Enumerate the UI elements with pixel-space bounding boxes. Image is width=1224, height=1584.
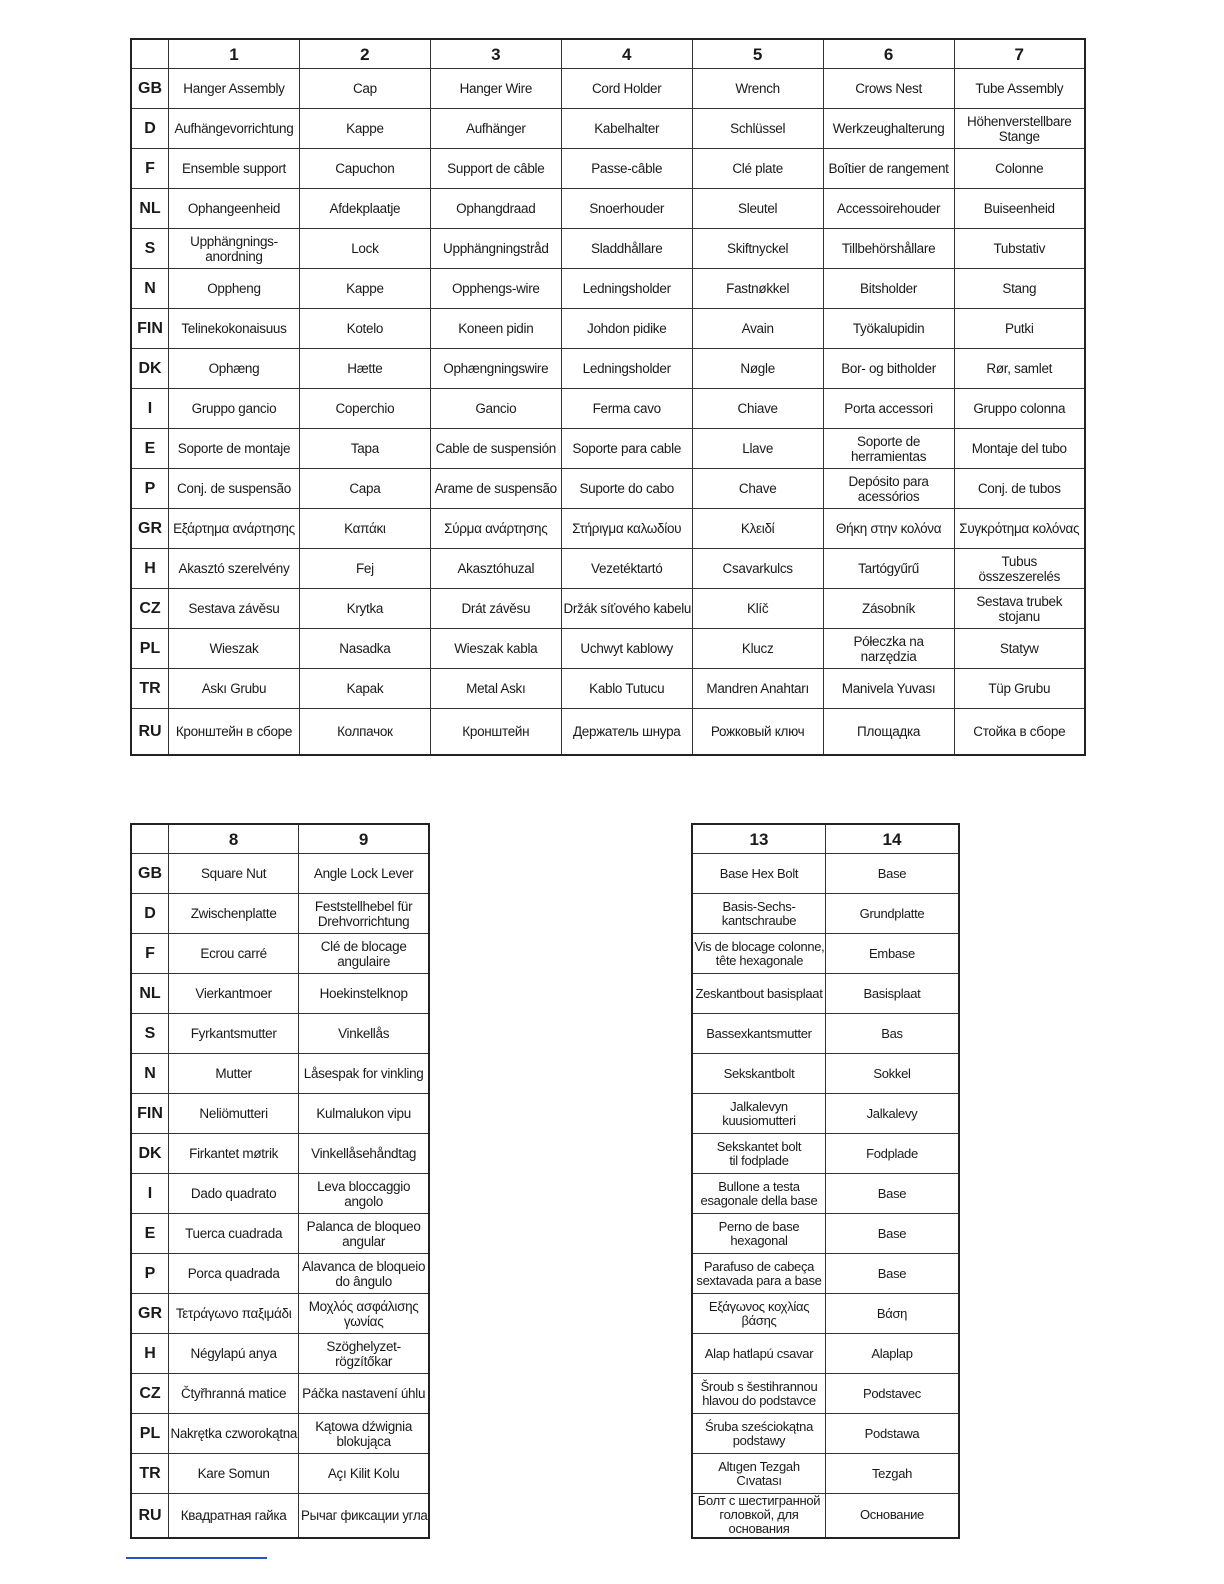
table-cell: Sleutel [692,189,823,229]
table-cell: Cable de suspensión [430,429,561,469]
table-cell: Mutter [169,1054,299,1094]
column-header: 1 [169,39,300,69]
table-cell: Półeczka na narzędzia [823,629,954,669]
language-code: F [131,934,169,974]
table-row [131,1294,429,1334]
table-cell: Wieszak kabla [430,629,561,669]
table-cell: Soporte de herramientas [823,429,954,469]
table-cell: Sladdhållare [561,229,692,269]
table-cell: Alavanca de bloqueio do ângulo [299,1254,429,1294]
table-cell: Gancio [430,389,561,429]
table-cell: Klucz [692,629,823,669]
table-cell: Ensemble support [169,149,300,189]
table-body [131,854,429,1538]
table-cell: Rør, samlet [954,349,1085,389]
table-cell: Metal Askı [430,669,561,709]
table-body [692,854,959,1538]
table-cell: Μοχλός ασφάλισης γωνίας [299,1294,429,1334]
language-code: CZ [131,589,169,629]
table-cell: Рычаг фиксации угла [299,1494,429,1538]
table-cell: Vierkantmoer [169,974,299,1014]
table-cell: Sekskantet bolt til fodplade [692,1134,826,1174]
table-cell: Τετράγωνο παξιμάδι [169,1294,299,1334]
table-body [131,69,1085,755]
table-cell: Grundplatte [826,894,960,934]
table-row [131,589,1085,629]
table-cell: Εξάγωνος κοχλίας βάσης [692,1294,826,1334]
table-cell: Négylapú anya [169,1334,299,1374]
table-cell: Kapak [299,669,430,709]
table-cell: Gruppo colonna [954,389,1085,429]
table-cell: Jalkalevyn kuusiomutteri [692,1094,826,1134]
table-cell: Avain [692,309,823,349]
table-cell: Ferma cavo [561,389,692,429]
table-cell: Šroub s šestihrannou hlavou do podstavce [692,1374,826,1414]
table-cell: Krytka [299,589,430,629]
language-code: TR [131,1454,169,1494]
table-cell: Стойка в сборе [954,709,1085,755]
table-cell: Bassexkantsmutter [692,1014,826,1054]
table-cell: Angle Lock Lever [299,854,429,894]
table-cell: Στήριγμα καλωδίου [561,509,692,549]
table-row [131,1374,429,1414]
column-header: 13 [692,824,826,854]
column-header: 4 [561,39,692,69]
table-cell: Кронштейн в сборе [169,709,300,755]
table-cell: Kappe [299,269,430,309]
table-cell: Držák síťového kabelu [561,589,692,629]
table-cell: Alaplap [826,1334,960,1374]
table-cell: Основание [826,1494,960,1538]
table-cell: Boîtier de rangement [823,149,954,189]
table-row [131,1134,429,1174]
table-cell: Alap hatlapú csavar [692,1334,826,1374]
language-code: DK [131,349,169,389]
table-cell: Låsespak for vinkling [299,1054,429,1094]
language-code: FIN [131,1094,169,1134]
table-cell: Ophæng [169,349,300,389]
column-header: 14 [826,824,960,854]
table-row [692,854,959,894]
column-header: 5 [692,39,823,69]
table-cell: Ophængningswire [430,349,561,389]
table-cell: Vinkellåsehåndtag [299,1134,429,1174]
table-cell: Sestava trubek stojanu [954,589,1085,629]
table-row [131,429,1085,469]
table-cell: Podstawa [826,1414,960,1454]
table-cell: Vis de blocage colonne, tête hexagonale [692,934,826,974]
table-cell: Drát závěsu [430,589,561,629]
table-header [131,824,429,854]
table-cell: Tapa [299,429,430,469]
table-cell: Tube Assembly [954,69,1085,109]
table-cell: Palanca de bloqueo angular [299,1214,429,1254]
table-row [131,309,1085,349]
table-row [692,1494,959,1538]
table-row [131,934,429,974]
table-cell: Putki [954,309,1085,349]
language-code: P [131,1254,169,1294]
parts-table-1-to-7 [130,38,1086,756]
table-cell: Base [826,1254,960,1294]
table-row [131,974,429,1014]
table-cell: Tubus összeszerelés [954,549,1085,589]
table-cell: Śruba sześciokątna podstawy [692,1414,826,1454]
table-row [131,189,1085,229]
table-row [131,69,1085,109]
language-code: CZ [131,1374,169,1414]
table-cell: Työkalupidin [823,309,954,349]
table-cell: Площадка [823,709,954,755]
language-code: TR [131,669,169,709]
table-cell: Nasadka [299,629,430,669]
table-cell: Aufhänger [430,109,561,149]
column-header: 7 [954,39,1085,69]
table-cell: Dado quadrato [169,1174,299,1214]
table-cell: Basis-Sechs- kantschraube [692,894,826,934]
table-cell: Crows Nest [823,69,954,109]
table-cell: Soporte para cable [561,429,692,469]
table-row [131,349,1085,389]
table-cell: Telinekokonaisuus [169,309,300,349]
table-row [131,1454,429,1494]
table-cell: Квадратная гайка [169,1494,299,1538]
table-cell: Βάση [826,1294,960,1334]
language-code: RU [131,1494,169,1538]
table-cell: Hoekinstelknop [299,974,429,1014]
table-cell: Johdon pidike [561,309,692,349]
table-row [131,629,1085,669]
table-cell: Snoerhouder [561,189,692,229]
table-cell: Zeskantbout basisplaat [692,974,826,1014]
table-cell: Bitsholder [823,269,954,309]
table-cell: Werkzeughalterung [823,109,954,149]
table-cell: Accessoirehouder [823,189,954,229]
table-cell: Parafuso de cabeça sextavada para a base [692,1254,826,1294]
table-cell: Ledningsholder [561,349,692,389]
language-code: PL [131,629,169,669]
table-row [692,1254,959,1294]
header-row [131,824,429,854]
table-row [131,669,1085,709]
language-code: H [131,549,169,589]
table-cell: Base [826,1214,960,1254]
table-cell: Vinkellås [299,1014,429,1054]
table-cell: Leva bloccaggio angolo [299,1174,429,1214]
table-cell: Zwischenplatte [169,894,299,934]
table-cell: Fyrkantsmutter [169,1014,299,1054]
table-cell: Clé plate [692,149,823,189]
table-cell: Montaje del tubo [954,429,1085,469]
language-code: H [131,1334,169,1374]
table-row [131,1014,429,1054]
table-cell: Oppheng [169,269,300,309]
parts-table-13-14 [691,823,960,1539]
table-cell: Base Hex Bolt [692,854,826,894]
column-header: 8 [169,824,299,854]
language-code: PL [131,1414,169,1454]
table-cell: Zásobník [823,589,954,629]
table-cell: Sekskantbolt [692,1054,826,1094]
table-header [692,824,959,854]
table-cell: Εξάρτημα ανάρτησης [169,509,300,549]
table-header [131,39,1085,69]
language-code: P [131,469,169,509]
table-cell: Hætte [299,349,430,389]
table-cell: Perno de base hexagonal [692,1214,826,1254]
table-cell: Coperchio [299,389,430,429]
table-cell: Nøgle [692,349,823,389]
table-row [131,509,1085,549]
table-row [131,1094,429,1134]
table-cell: Porta accessori [823,389,954,429]
table-cell: Conj. de suspensão [169,469,300,509]
table-cell: Szöghelyzet- rögzítőkar [299,1334,429,1374]
language-code: I [131,389,169,429]
table-cell: Tüp Grubu [954,669,1085,709]
table-cell: Hanger Wire [430,69,561,109]
table-row [692,974,959,1014]
table-cell: Upphängnings- anordning [169,229,300,269]
table-cell: Buiseenheid [954,189,1085,229]
language-code: E [131,429,169,469]
language-code: GB [131,854,169,894]
language-code: I [131,1174,169,1214]
table-cell: Passe-câble [561,149,692,189]
language-code: N [131,269,169,309]
table-row [692,1414,959,1454]
table-cell: Wieszak [169,629,300,669]
table-cell: Akasztó szerelvény [169,549,300,589]
parts-table-8-9 [130,823,430,1539]
language-code: D [131,109,169,149]
table-cell: Wrench [692,69,823,109]
table-cell: Vezetéktartó [561,549,692,589]
table-cell: Gruppo gancio [169,389,300,429]
language-code: NL [131,974,169,1014]
table-cell: Kotelo [299,309,430,349]
table-cell: Clé de blocage angulaire [299,934,429,974]
table-cell: Bullone a testa esagonale della base [692,1174,826,1214]
table-cell: Manivela Yuvası [823,669,954,709]
table-cell: Kabelhalter [561,109,692,149]
table-cell: Firkantet møtrik [169,1134,299,1174]
table-cell: Arame de suspensão [430,469,561,509]
table-row [692,934,959,974]
table-cell: Statyw [954,629,1085,669]
link-underline[interactable] [126,1557,267,1559]
table-cell: Skiftnyckel [692,229,823,269]
language-code: FIN [131,309,169,349]
language-code: GR [131,1294,169,1334]
table-row [692,1454,959,1494]
table-cell: Capuchon [299,149,430,189]
table-cell: Bor- og bitholder [823,349,954,389]
table-row [131,1494,429,1538]
table-row [131,469,1085,509]
table-row [692,1334,959,1374]
table-row [692,1094,959,1134]
table-cell: Tuerca cuadrada [169,1214,299,1254]
table-cell: Kulmalukon vipu [299,1094,429,1134]
table-row [131,229,1085,269]
table-row [692,1374,959,1414]
table-cell: Uchwyt kablowy [561,629,692,669]
table-row [692,1294,959,1334]
table-cell: Sestava závěsu [169,589,300,629]
table-cell: Chave [692,469,823,509]
table-cell: Kablo Tutucu [561,669,692,709]
language-code: D [131,894,169,934]
table-cell: Держатель шнура [561,709,692,755]
table-row [131,1054,429,1094]
table-row [131,894,429,934]
table-cell: Καπάκι [299,509,430,549]
table-cell: Afdekplaatje [299,189,430,229]
table-row [692,894,959,934]
table-cell: Conj. de tubos [954,469,1085,509]
table-row [131,1334,429,1374]
table-row [131,269,1085,309]
language-code: S [131,1014,169,1054]
table-row [131,389,1085,429]
table-cell: Askı Grubu [169,669,300,709]
table-cell: Ledningsholder [561,269,692,309]
table-cell: Fodplade [826,1134,960,1174]
table-row [131,1414,429,1454]
table-cell: Čtyřhranná matice [169,1374,299,1414]
table-cell: Höhenverstellbare Stange [954,109,1085,149]
table-cell: Bas [826,1014,960,1054]
table-cell: Schlüssel [692,109,823,149]
table-cell: Колпачок [299,709,430,755]
column-header: 9 [299,824,429,854]
table-cell: Suporte do cabo [561,469,692,509]
language-code: RU [131,709,169,755]
table-cell: Кронштейн [430,709,561,755]
language-code: NL [131,189,169,229]
table-cell: Support de câble [430,149,561,189]
table-cell: Soporte de montaje [169,429,300,469]
language-code: E [131,1214,169,1254]
table-cell: Aufhängevorrichtung [169,109,300,149]
table-cell: Upphängningstråd [430,229,561,269]
table-row [692,1174,959,1214]
corner-cell [131,824,169,854]
table-cell: Csavarkulcs [692,549,823,589]
table-cell: Ophangeenheid [169,189,300,229]
table-cell: Depósito para acessórios [823,469,954,509]
table-cell: Tezgah [826,1454,960,1494]
table-row [131,1174,429,1214]
table-cell: Συγκρότημα κολόνας [954,509,1085,549]
column-header: 2 [299,39,430,69]
table-row [131,149,1085,189]
table-cell: Ecrou carré [169,934,299,974]
header-row [131,39,1085,69]
table-cell: Chiave [692,389,823,429]
table-cell: Opphengs-wire [430,269,561,309]
table-row [692,1014,959,1054]
table-cell: Altıgen Tezgah Cıvatası [692,1454,826,1494]
table-cell: Nakrętka czworokątna [169,1414,299,1454]
table-cell: Akasztóhuzal [430,549,561,589]
table-cell: Klíč [692,589,823,629]
table-cell: Feststellhebel für Drehvorrichtung [299,894,429,934]
table-cell: Ophangdraad [430,189,561,229]
table-cell: Base [826,854,960,894]
table-cell: Fej [299,549,430,589]
table-cell: Colonne [954,149,1085,189]
table-cell: Açı Kilit Kolu [299,1454,429,1494]
table-cell: Square Nut [169,854,299,894]
table-cell: Kątowa dźwignia blokująca [299,1414,429,1454]
table-cell: Tartógyűrű [823,549,954,589]
table-cell: Fastnøkkel [692,269,823,309]
table-cell: Kare Somun [169,1454,299,1494]
table-cell: Cap [299,69,430,109]
table-row [692,1134,959,1174]
table-cell: Lock [299,229,430,269]
table-cell: Stang [954,269,1085,309]
header-row [692,824,959,854]
language-code: S [131,229,169,269]
language-code: GR [131,509,169,549]
column-header: 3 [430,39,561,69]
table-row [692,1054,959,1094]
table-cell: Θήκη στην κολόνα [823,509,954,549]
table-row [692,1214,959,1254]
table-cell: Κλειδί [692,509,823,549]
table-row [131,709,1085,755]
table-cell: Mandren Anahtarı [692,669,823,709]
table-cell: Sokkel [826,1054,960,1094]
table-cell: Jalkalevy [826,1094,960,1134]
table-row [131,854,429,894]
table-cell: Podstavec [826,1374,960,1414]
table-cell: Páčka nastavení úhlu [299,1374,429,1414]
table-row [131,549,1085,589]
table-cell: Hanger Assembly [169,69,300,109]
table-cell: Рожковый ключ [692,709,823,755]
table-cell: Basisplaat [826,974,960,1014]
table-cell: Σύρμα ανάρτησης [430,509,561,549]
table-row [131,109,1085,149]
table-cell: Porca quadrada [169,1254,299,1294]
column-header: 6 [823,39,954,69]
table-cell: Tillbehörshållare [823,229,954,269]
table-cell: Embase [826,934,960,974]
language-code: GB [131,69,169,109]
table-cell: Cord Holder [561,69,692,109]
table-cell: Base [826,1174,960,1214]
table-cell: Tubstativ [954,229,1085,269]
language-code: N [131,1054,169,1094]
table-cell: Capa [299,469,430,509]
table-cell: Болт с шестигранной головкой, для основания [692,1494,826,1538]
table-row [131,1214,429,1254]
corner-cell [131,39,169,69]
language-code: F [131,149,169,189]
table-cell: Koneen pidin [430,309,561,349]
table-cell: Neliömutteri [169,1094,299,1134]
table-cell: Kappe [299,109,430,149]
language-code: DK [131,1134,169,1174]
table-row [131,1254,429,1294]
table-cell: Llave [692,429,823,469]
